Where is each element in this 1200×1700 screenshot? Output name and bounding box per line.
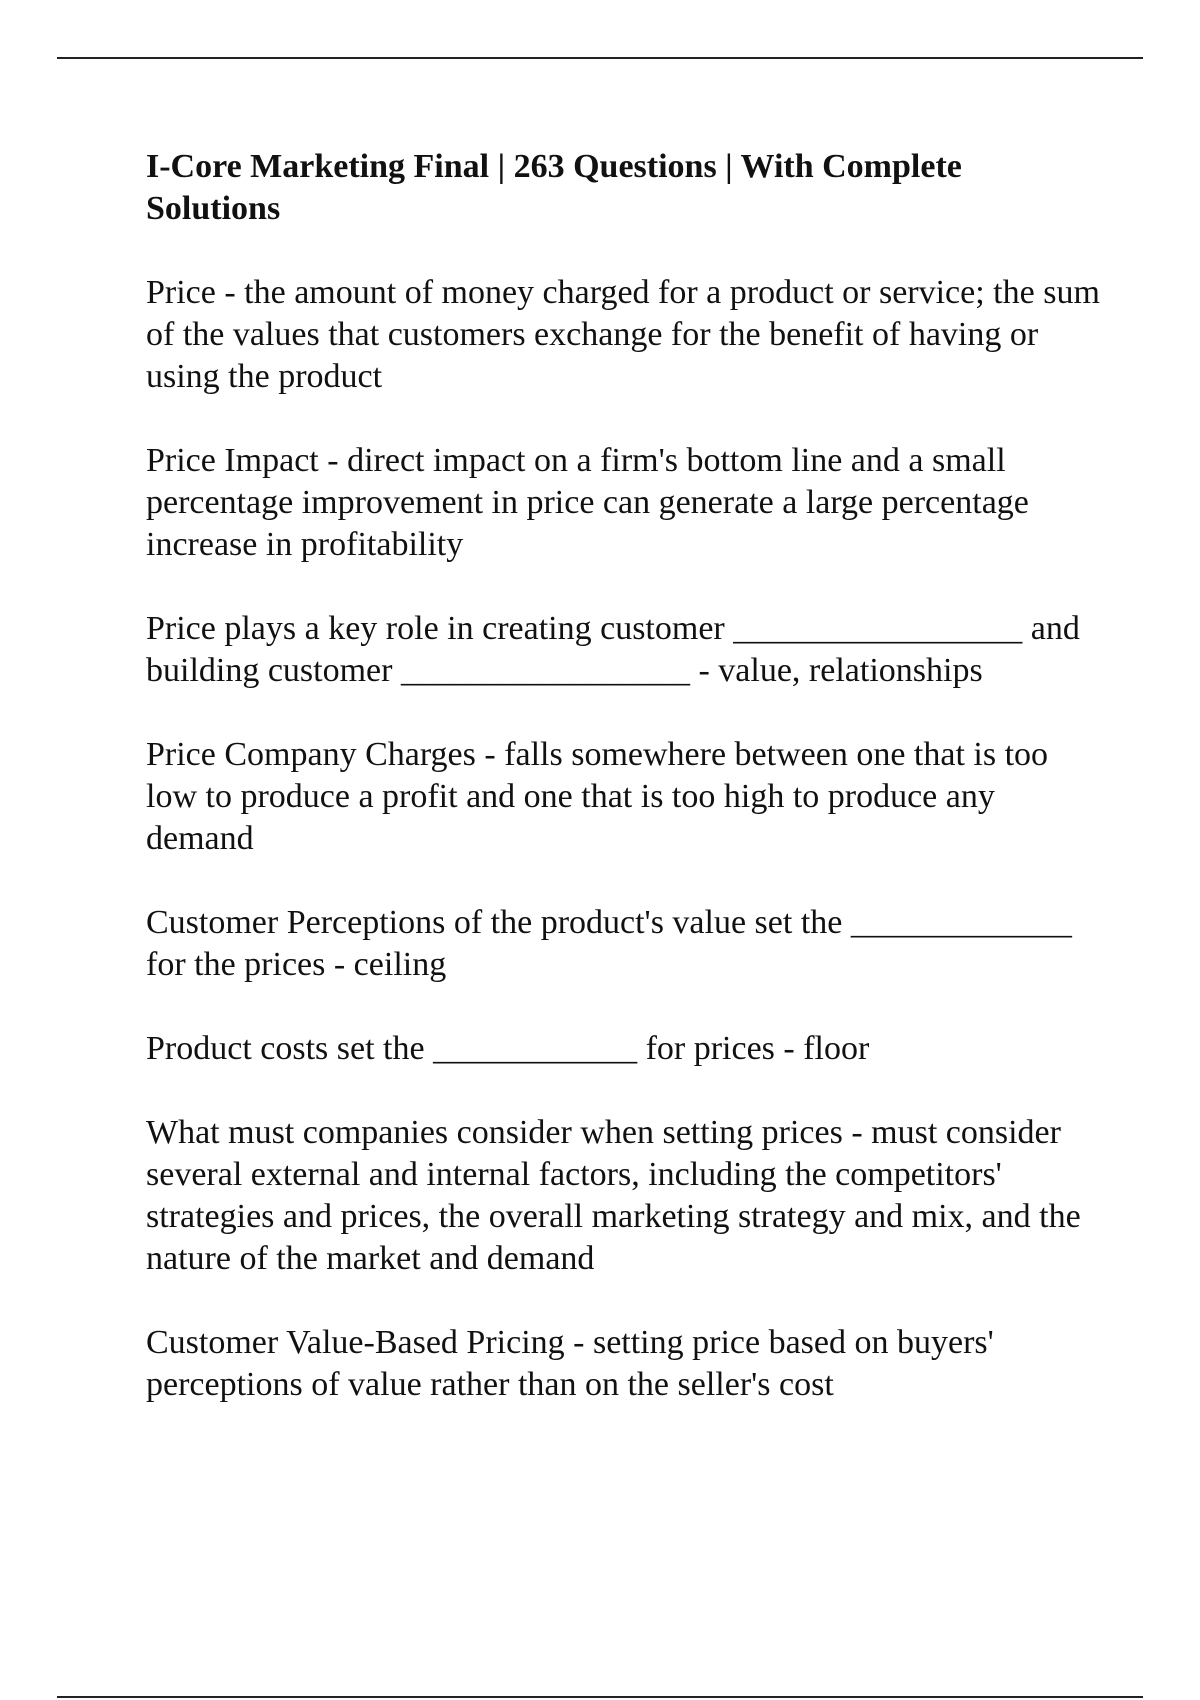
qa-list	[146, 272, 1106, 1406]
qa-entry-price-impact: Price Impact - direct impact on a firm's bottom line and a small percentage improvement in price can generate a large percentage increase in profitability	[146, 442, 1029, 563]
qa-entry-product-costs: Product costs set the ____________ for prices - floor	[146, 1030, 870, 1067]
qa-entry-price-company-charges: Price Company Charges - falls somewhere between one that is too low to produce a profit and one that is too high to produce any demand	[146, 736, 1049, 857]
top-rule	[57, 57, 1143, 59]
document-body	[146, 146, 1106, 1448]
qa-entry-customer-perceptions: Customer Perceptions of the product's value set the _____________ for the prices - ceiling	[146, 904, 1072, 983]
qa-entry-price: Price - the amount of money charged for a product or service; the sum of the values that customers exchange for the benefit of having or using the product	[146, 274, 1100, 395]
bottom-rule	[57, 1696, 1143, 1698]
qa-entry-value-based-pricing: Customer Value-Based Pricing - setting price based on buyers' perceptions of value rather than on the seller's cost	[146, 1324, 994, 1403]
document-title: I-Core Marketing Final | 263 Questions | With Complete Solutions	[146, 148, 962, 227]
qa-entry-setting-prices-factors: What must companies consider when setting prices - must consider several external and internal factors, including the competitors' strategies and prices, the overall marketing strategy and mix, and the nature of the market and demand	[146, 1114, 1081, 1277]
qa-entry-price-role: Price plays a key role in creating customer _________________ and building customer _________________ - value, relationships	[146, 610, 1080, 689]
